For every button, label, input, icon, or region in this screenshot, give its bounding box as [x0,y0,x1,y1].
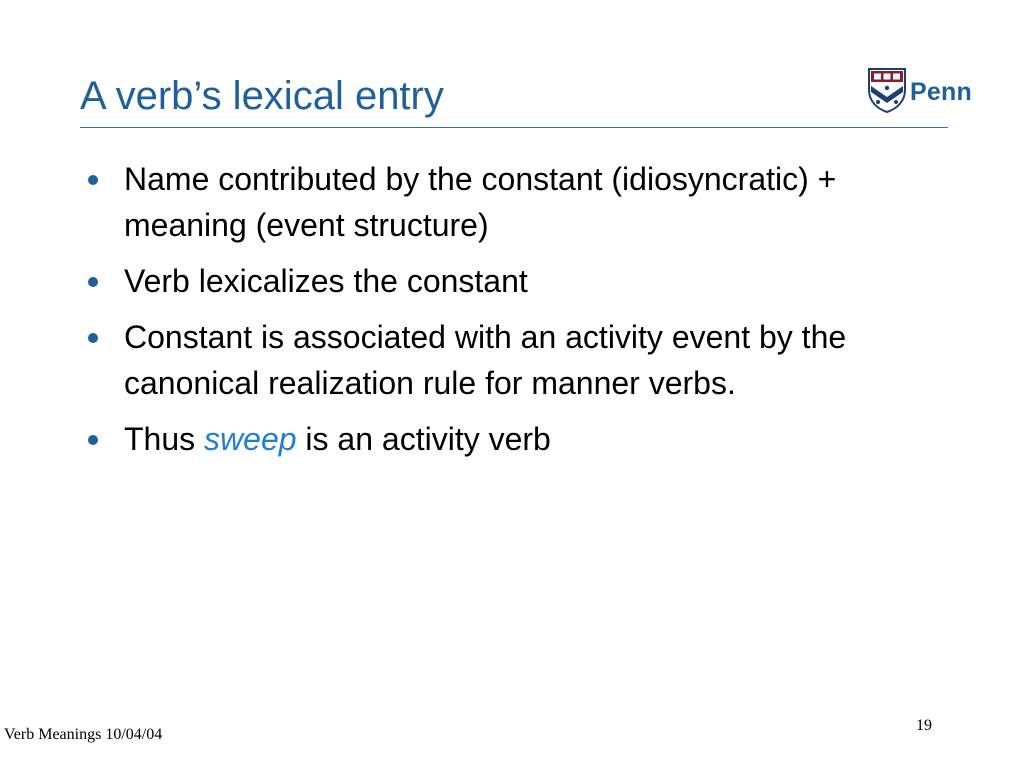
bullet-item [84,314,964,406]
bullet-item [84,258,964,304]
bullet-dot-icon [88,175,98,185]
bullet-item [84,156,964,248]
bullet-text: Name contributed by the constant (idiosyncratic) + meaning (event structure) [124,161,837,243]
title-divider [80,127,948,128]
page-number: 19 [916,717,932,734]
bullet-dot-icon [88,277,98,287]
bullet-text: Constant is associated with an activity event by the canonical realization rule for manner verbs. [124,319,847,401]
bullet-list [84,156,964,472]
penn-shield-icon [866,66,908,119]
footer-text: Verb Meanings 10/04/04 [4,726,163,743]
emphasized-verb: sweep [204,421,297,457]
bullet-dot-icon [88,333,98,343]
bullet-text: Verb lexicalizes the constant [124,263,528,299]
bullet-item [84,416,964,462]
penn-logo [866,66,972,119]
bullet-text-prefix: Thus [124,421,196,457]
slide-title: A verb’s lexical entry [80,74,444,118]
bullet-dot-icon [88,435,98,445]
penn-logo-text: Penn [910,78,972,106]
bullet-text-suffix: is an activity verb [305,421,551,457]
